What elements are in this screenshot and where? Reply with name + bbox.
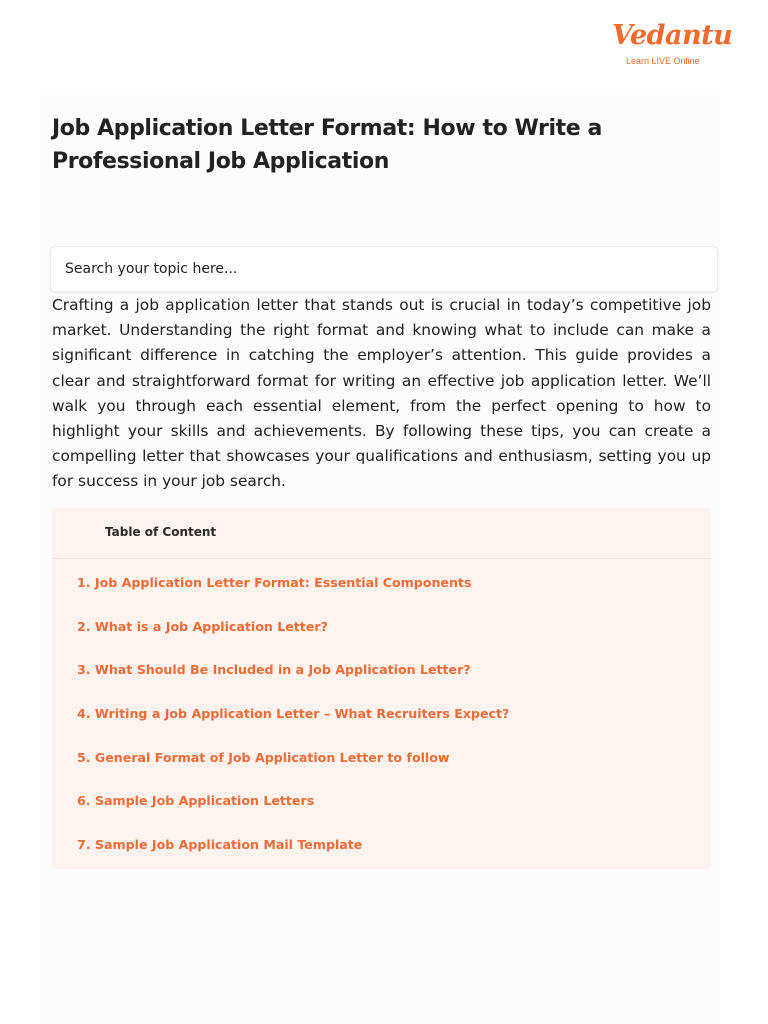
toc-link-what-to-include[interactable]: 3. What Should Be Included in a Job Application Letter? [77, 662, 471, 678]
vedantu-logo[interactable] [612, 20, 733, 72]
toc-item [77, 834, 697, 878]
toc-item [77, 572, 697, 616]
toc-item [77, 616, 697, 660]
logo-wordmark: Vedantu [612, 20, 733, 51]
page-title: Job Application Letter Format: How to Write a Professional Job Application [52, 116, 602, 174]
toc-link-sample-letters[interactable]: 6. Sample Job Application Letters [77, 793, 315, 809]
table-of-content [52, 508, 711, 869]
toc-list [77, 572, 697, 878]
toc-item [77, 703, 697, 747]
toc-item [77, 790, 697, 834]
toc-link-mail-template[interactable]: 7. Sample Job Application Mail Template [77, 837, 363, 853]
toc-title: Table of Content [105, 525, 217, 539]
toc-link-recruiters-expect[interactable]: 4. Writing a Job Application Letter – What Recruiters Expect? [77, 706, 510, 722]
search-box[interactable] [50, 246, 718, 292]
logo-tagline: Learn LIVE Online [626, 56, 700, 66]
search-input[interactable] [51, 247, 717, 291]
toc-item [77, 747, 697, 791]
toc-link-what-is-letter[interactable]: 2. What is a Job Application Letter? [77, 618, 328, 634]
toc-header [52, 508, 711, 559]
toc-link-essential-components[interactable]: 1. Job Application Letter Format: Essential Components [77, 575, 472, 590]
site-header [0, 0, 768, 90]
intro-paragraph: Crafting a job application letter that stands out is crucial in today’s competitive job market. Understanding the right format and knowing what to include can make a significant difference in catching the employer’s attention. This guide provides a clear and straightforward format for writing an effective job application letter. We’ll walk you through each essential element, from the perfect opening to how to highlight your skills and achievements. By following these tips, you can create a compelling letter that showcases your qualifications and enthusiasm, setting you up for success in your job search. [52, 296, 711, 491]
toc-link-general-format[interactable]: 5. General Format of Job Application Letter to follow [77, 749, 450, 765]
toc-item [77, 659, 697, 703]
